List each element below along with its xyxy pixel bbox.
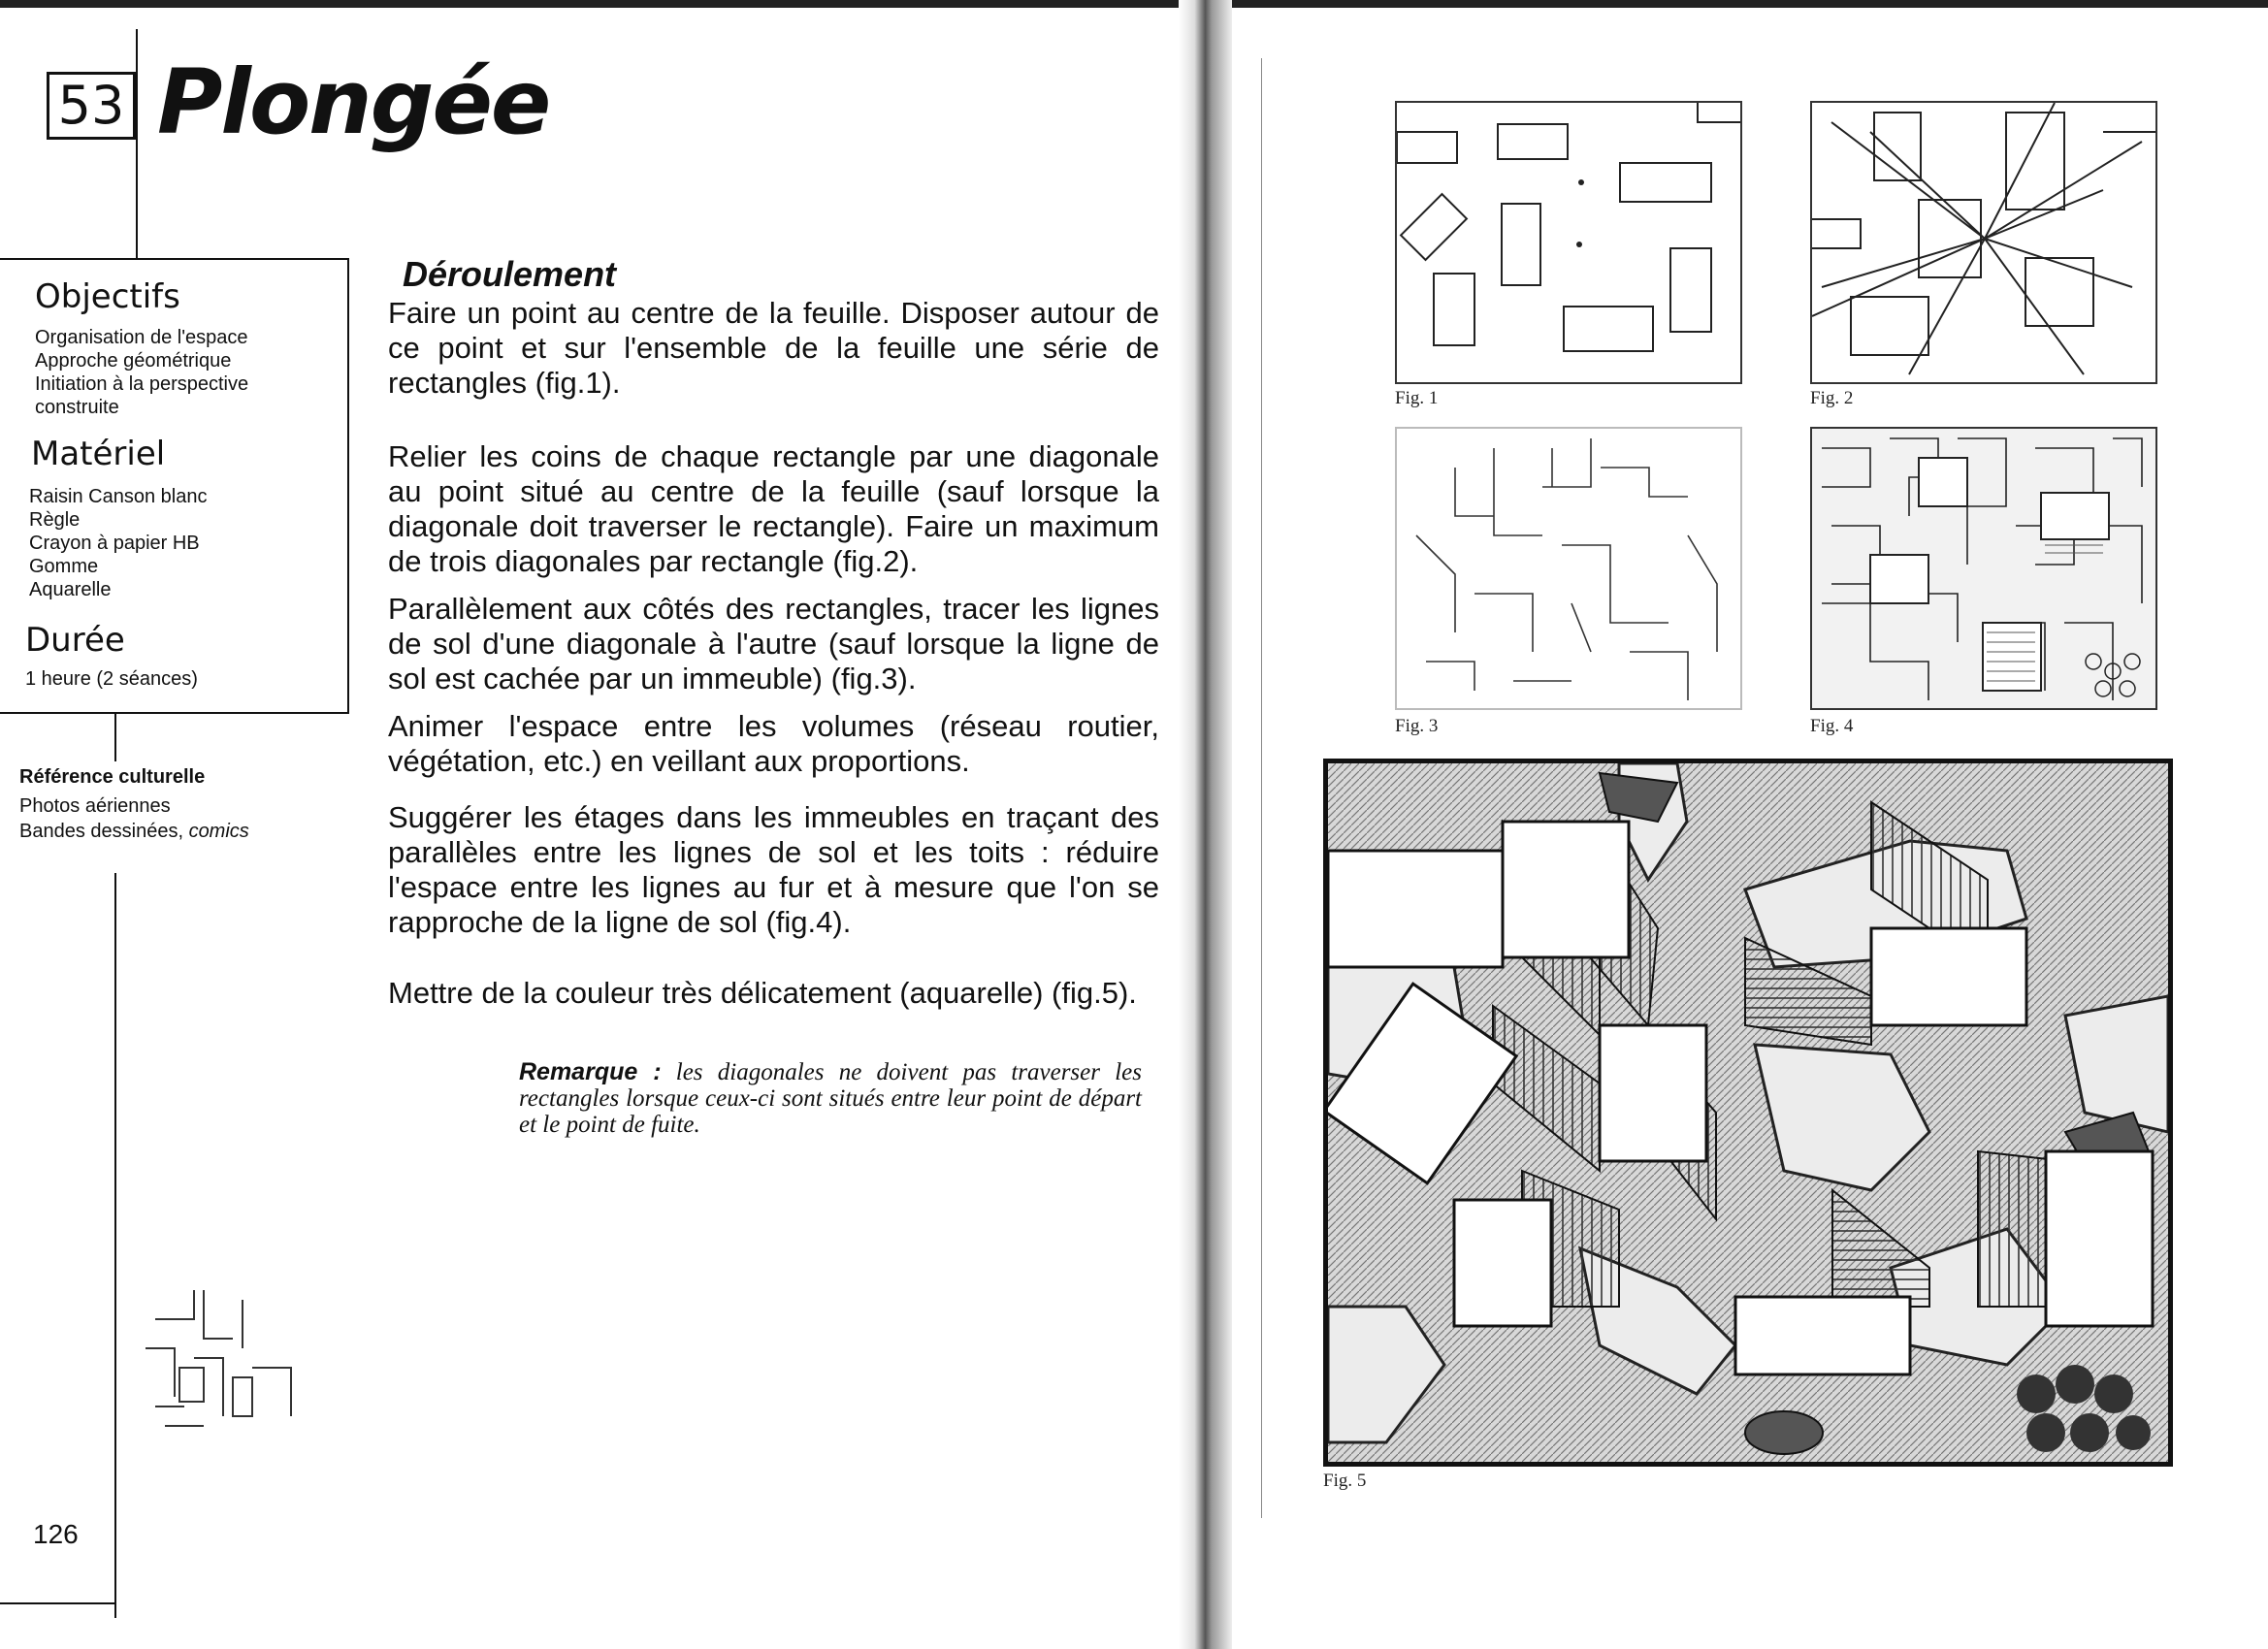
list-item: Crayon à papier HB xyxy=(29,533,200,554)
info-sidebox xyxy=(0,258,349,714)
materiel-heading: Matériel xyxy=(31,435,166,473)
list-item: construite xyxy=(35,397,119,418)
figure-5 xyxy=(1323,759,2173,1467)
reference-heading: Référence culturelle xyxy=(19,766,206,788)
book-gutter xyxy=(1179,0,1232,1649)
scan-top-edge xyxy=(0,0,2268,8)
fig5-caption: Fig. 5 xyxy=(1323,1471,1367,1491)
fig1-caption: Fig. 1 xyxy=(1395,388,1439,408)
figure-2 xyxy=(1810,101,2157,384)
objectifs-heading: Objectifs xyxy=(35,277,180,316)
fig2-caption: Fig. 2 xyxy=(1810,388,1854,408)
remarque-label: Remarque : xyxy=(519,1058,662,1085)
paragraph: Parallèlement aux côtés des rectangles, tracer les lignes de sol d'une diagonale à l'autre (sauf lorsque la ligne de sol est cachée par un immeuble) (fig.3). xyxy=(388,592,1159,695)
list-item: Approche géométrique xyxy=(35,350,232,372)
fig3-drawing xyxy=(1397,429,1740,708)
list-item: Photos aériennes xyxy=(19,795,171,817)
right-margin-rule xyxy=(1261,58,1262,1518)
paragraph: Relier les coins de chaque rectangle par une diagonale au point situé au centre de la feuille (sauf lorsque la diagonale doit traverser le rectangle). Faire un maximum de trois diagonales par rectangle (fig.2). xyxy=(388,439,1159,578)
list-item: Initiation à la perspective xyxy=(35,373,249,395)
margin-rule-bottom xyxy=(114,873,116,1618)
list-item: Règle xyxy=(29,509,81,531)
paragraph: Mettre de la couleur très délicatement (aquarelle) (fig.5). xyxy=(388,976,1137,1010)
page-number: 126 xyxy=(33,1519,79,1549)
margin-rule-mid xyxy=(114,713,116,761)
deroulement-heading: Déroulement xyxy=(403,254,617,294)
objectifs-list xyxy=(35,326,248,419)
activity-number: 53 xyxy=(47,72,136,140)
materiel-list xyxy=(29,485,207,601)
margin-rule-top xyxy=(136,29,138,258)
reference-italic: comics xyxy=(188,821,249,842)
reference-list xyxy=(19,793,249,844)
remarque-note xyxy=(519,1059,1142,1138)
reference-text: Bandes dessinées, xyxy=(19,821,189,842)
fig2-drawing xyxy=(1812,103,2155,382)
paragraph: Faire un point au centre de la feuille. Disposer autour de ce point et sur l'ensemble de la feuille une série de rectangles (fig.1). xyxy=(388,296,1159,400)
figure-1 xyxy=(1395,101,1742,384)
page-foot-rule xyxy=(0,1602,116,1604)
fig5-drawing xyxy=(1328,763,2168,1462)
fig3-caption: Fig. 3 xyxy=(1395,716,1439,736)
duree-value: 1 heure (2 séances) xyxy=(25,668,198,690)
duree-heading: Durée xyxy=(25,621,125,660)
figure-3 xyxy=(1395,427,1742,710)
list-item: Organisation de l'espace xyxy=(35,327,248,348)
remarque-text: les diagonales ne doivent pas traverser les rectangles lorsque ceux-ci sont situés entre leur point de départ et le point de fuite. xyxy=(519,1059,1142,1138)
corner-sketch xyxy=(136,1280,301,1445)
fig4-caption: Fig. 4 xyxy=(1810,716,1854,736)
list-item: Raisin Canson blanc xyxy=(29,486,208,507)
list-item: Gomme xyxy=(29,556,99,577)
fig4-drawing xyxy=(1812,429,2155,708)
figure-4 xyxy=(1810,427,2157,710)
paragraph: Animer l'espace entre les volumes (réseau routier, végétation, etc.) en veillant aux proportions. xyxy=(388,709,1159,778)
list-item xyxy=(19,819,249,844)
page-title: Plongée xyxy=(157,50,550,154)
list-item: Aquarelle xyxy=(29,579,112,600)
fig1-drawing xyxy=(1397,103,1740,382)
paragraph: Suggérer les étages dans les immeubles en traçant des parallèles entre les lignes de sol et les toits : réduire l'espace entre les lignes au fur et à mesure que l'on se rapproche de la ligne de sol (fig.4). xyxy=(388,800,1159,939)
